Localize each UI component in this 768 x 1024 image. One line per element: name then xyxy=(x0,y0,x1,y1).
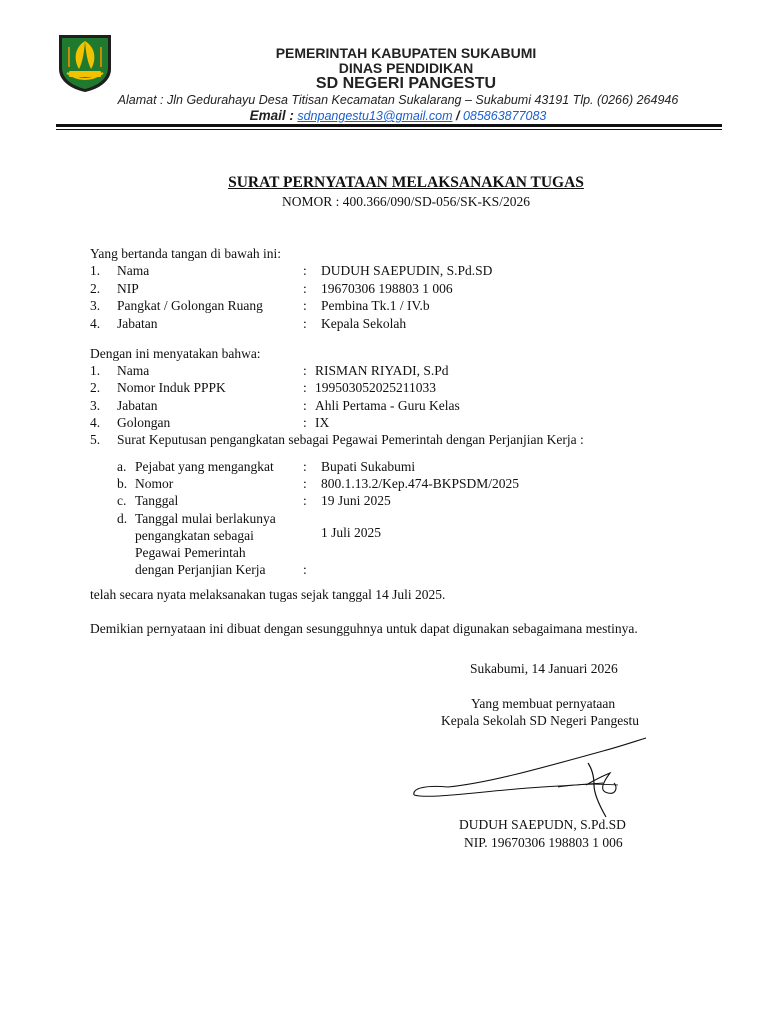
place-date: Sukabumi, 14 Januari 2026 xyxy=(470,661,618,676)
letterhead-address: Alamat : Jln Gedurahayu Desa Titisan Kecamatan Sukalarang – Sukabumi 43191 Tlp. (0266) 264946 xyxy=(117,93,679,107)
signer-num: 1. xyxy=(90,263,101,278)
signer-value: Kepala Sekolah xyxy=(321,316,407,331)
sk-value: 1 Juli 2025 xyxy=(321,525,382,540)
subject-label: Jabatan xyxy=(117,398,158,413)
sk-label-line: dengan Perjanjian Kerja xyxy=(135,562,266,577)
subject-num: 1. xyxy=(90,363,101,378)
letterhead-thick-rule xyxy=(56,124,722,127)
signer-role: Yang membuat pernyataan xyxy=(471,696,616,711)
sk-label-line: pengangkatan sebagai xyxy=(135,528,254,543)
sk-letter: d. xyxy=(117,511,128,526)
subject-num: 3. xyxy=(90,398,101,413)
sk-letter: c. xyxy=(117,493,127,508)
letterhead-school-name: SD NEGERI PANGESTU xyxy=(315,75,497,92)
closing-text: Demikian pernyataan ini dibuat dengan sesungguhnya untuk dapat digunakan sebagaimana mestinya. xyxy=(90,621,638,636)
subject-value: 199503052025211033 xyxy=(315,380,436,395)
subject-num: 2. xyxy=(90,380,101,395)
signer-label: Jabatan xyxy=(117,316,158,331)
signer-label: Pangkat / Golongan Ruang xyxy=(117,298,263,313)
letterhead-government: PEMERINTAH KABUPATEN SUKABUMI xyxy=(275,45,537,61)
sk-letter: b. xyxy=(117,476,128,491)
sk-value: Bupati Sukabumi xyxy=(321,459,416,474)
sk-label-line: Pegawai Pemerintah xyxy=(135,545,246,560)
signer-name: DUDUH SAEPUDN, S.Pd.SD xyxy=(459,817,626,832)
signer-colon: : xyxy=(303,298,307,313)
subject-colon: : xyxy=(303,380,307,395)
phone-number: 085863877083 xyxy=(462,109,547,123)
subject-colon: : xyxy=(303,398,307,413)
signer-num: 4. xyxy=(90,316,101,331)
sk-label: Nomor xyxy=(135,476,174,491)
sk-value: 800.1.13.2/Kep.474-BKPSDM/2025 xyxy=(321,476,520,491)
signer-position: Kepala Sekolah SD Negeri Pangestu xyxy=(441,713,639,728)
subject-label: Golongan xyxy=(117,415,171,430)
signer-colon: : xyxy=(303,263,307,278)
signer-colon: : xyxy=(303,316,307,331)
intro-statement: Dengan ini menyatakan bahwa: xyxy=(90,346,261,361)
sk-colon: : xyxy=(303,562,307,577)
document-title: SURAT PERNYATAAN MELAKSANAKAN TUGAS xyxy=(228,174,584,191)
signer-label: Nama xyxy=(117,263,150,278)
sk-letter: a. xyxy=(117,459,127,474)
sk-colon: : xyxy=(303,476,307,491)
contact-separator: / xyxy=(455,109,460,123)
signer-value: Pembina Tk.1 / IV.b xyxy=(321,298,430,313)
subject-colon: : xyxy=(303,415,307,430)
subject-num: 5. xyxy=(90,432,101,447)
subject-value: Ahli Pertama - Guru Kelas xyxy=(315,398,460,413)
statement-text: telah secara nyata melaksanakan tugas sejak tanggal 14 Juli 2025. xyxy=(90,587,446,602)
subject-colon: : xyxy=(303,363,307,378)
sk-label: Pejabat yang mengangkat xyxy=(135,459,274,474)
sk-label: Tanggal xyxy=(135,493,179,508)
sk-label-line: Tanggal mulai berlakunya xyxy=(135,511,276,526)
signer-label: NIP xyxy=(117,281,139,296)
subject-label: Nomor Induk PPPK xyxy=(117,380,226,395)
sk-colon: : xyxy=(303,493,307,508)
signer-nip: NIP. 19670306 198803 1 006 xyxy=(464,835,623,850)
sk-heading: Surat Keputusan pengangkatan sebagai Pegawai Pemerintah dengan Perjanjian Kerja : xyxy=(117,432,584,447)
sk-colon: : xyxy=(303,459,307,474)
signer-value: 19670306 198803 1 006 xyxy=(321,281,453,296)
signer-num: 2. xyxy=(90,281,101,296)
letterhead-contact xyxy=(0,108,768,123)
sk-value: 19 Juni 2025 xyxy=(321,493,391,508)
email-label: Email : xyxy=(249,108,294,123)
signer-num: 3. xyxy=(90,298,101,313)
subject-value: IX xyxy=(315,415,330,430)
letterhead-thin-rule xyxy=(56,129,722,130)
handwritten-signature xyxy=(408,733,658,823)
subject-value: RISMAN RIYADI, S.Pd xyxy=(315,363,449,378)
intro-signer: Yang bertanda tangan di bawah ini: xyxy=(90,246,281,261)
letterhead-department: DINAS PENDIDIKAN xyxy=(338,60,474,76)
subject-label: Nama xyxy=(117,363,150,378)
subject-num: 4. xyxy=(90,415,101,430)
signer-colon: : xyxy=(303,281,307,296)
signer-value: DUDUH SAEPUDIN, S.Pd.SD xyxy=(321,263,493,278)
email-link[interactable]: sdnpangestu13@gmail.com xyxy=(297,109,453,123)
document-number: NOMOR : 400.366/090/SD-056/SK-KS/2026 xyxy=(282,194,530,209)
